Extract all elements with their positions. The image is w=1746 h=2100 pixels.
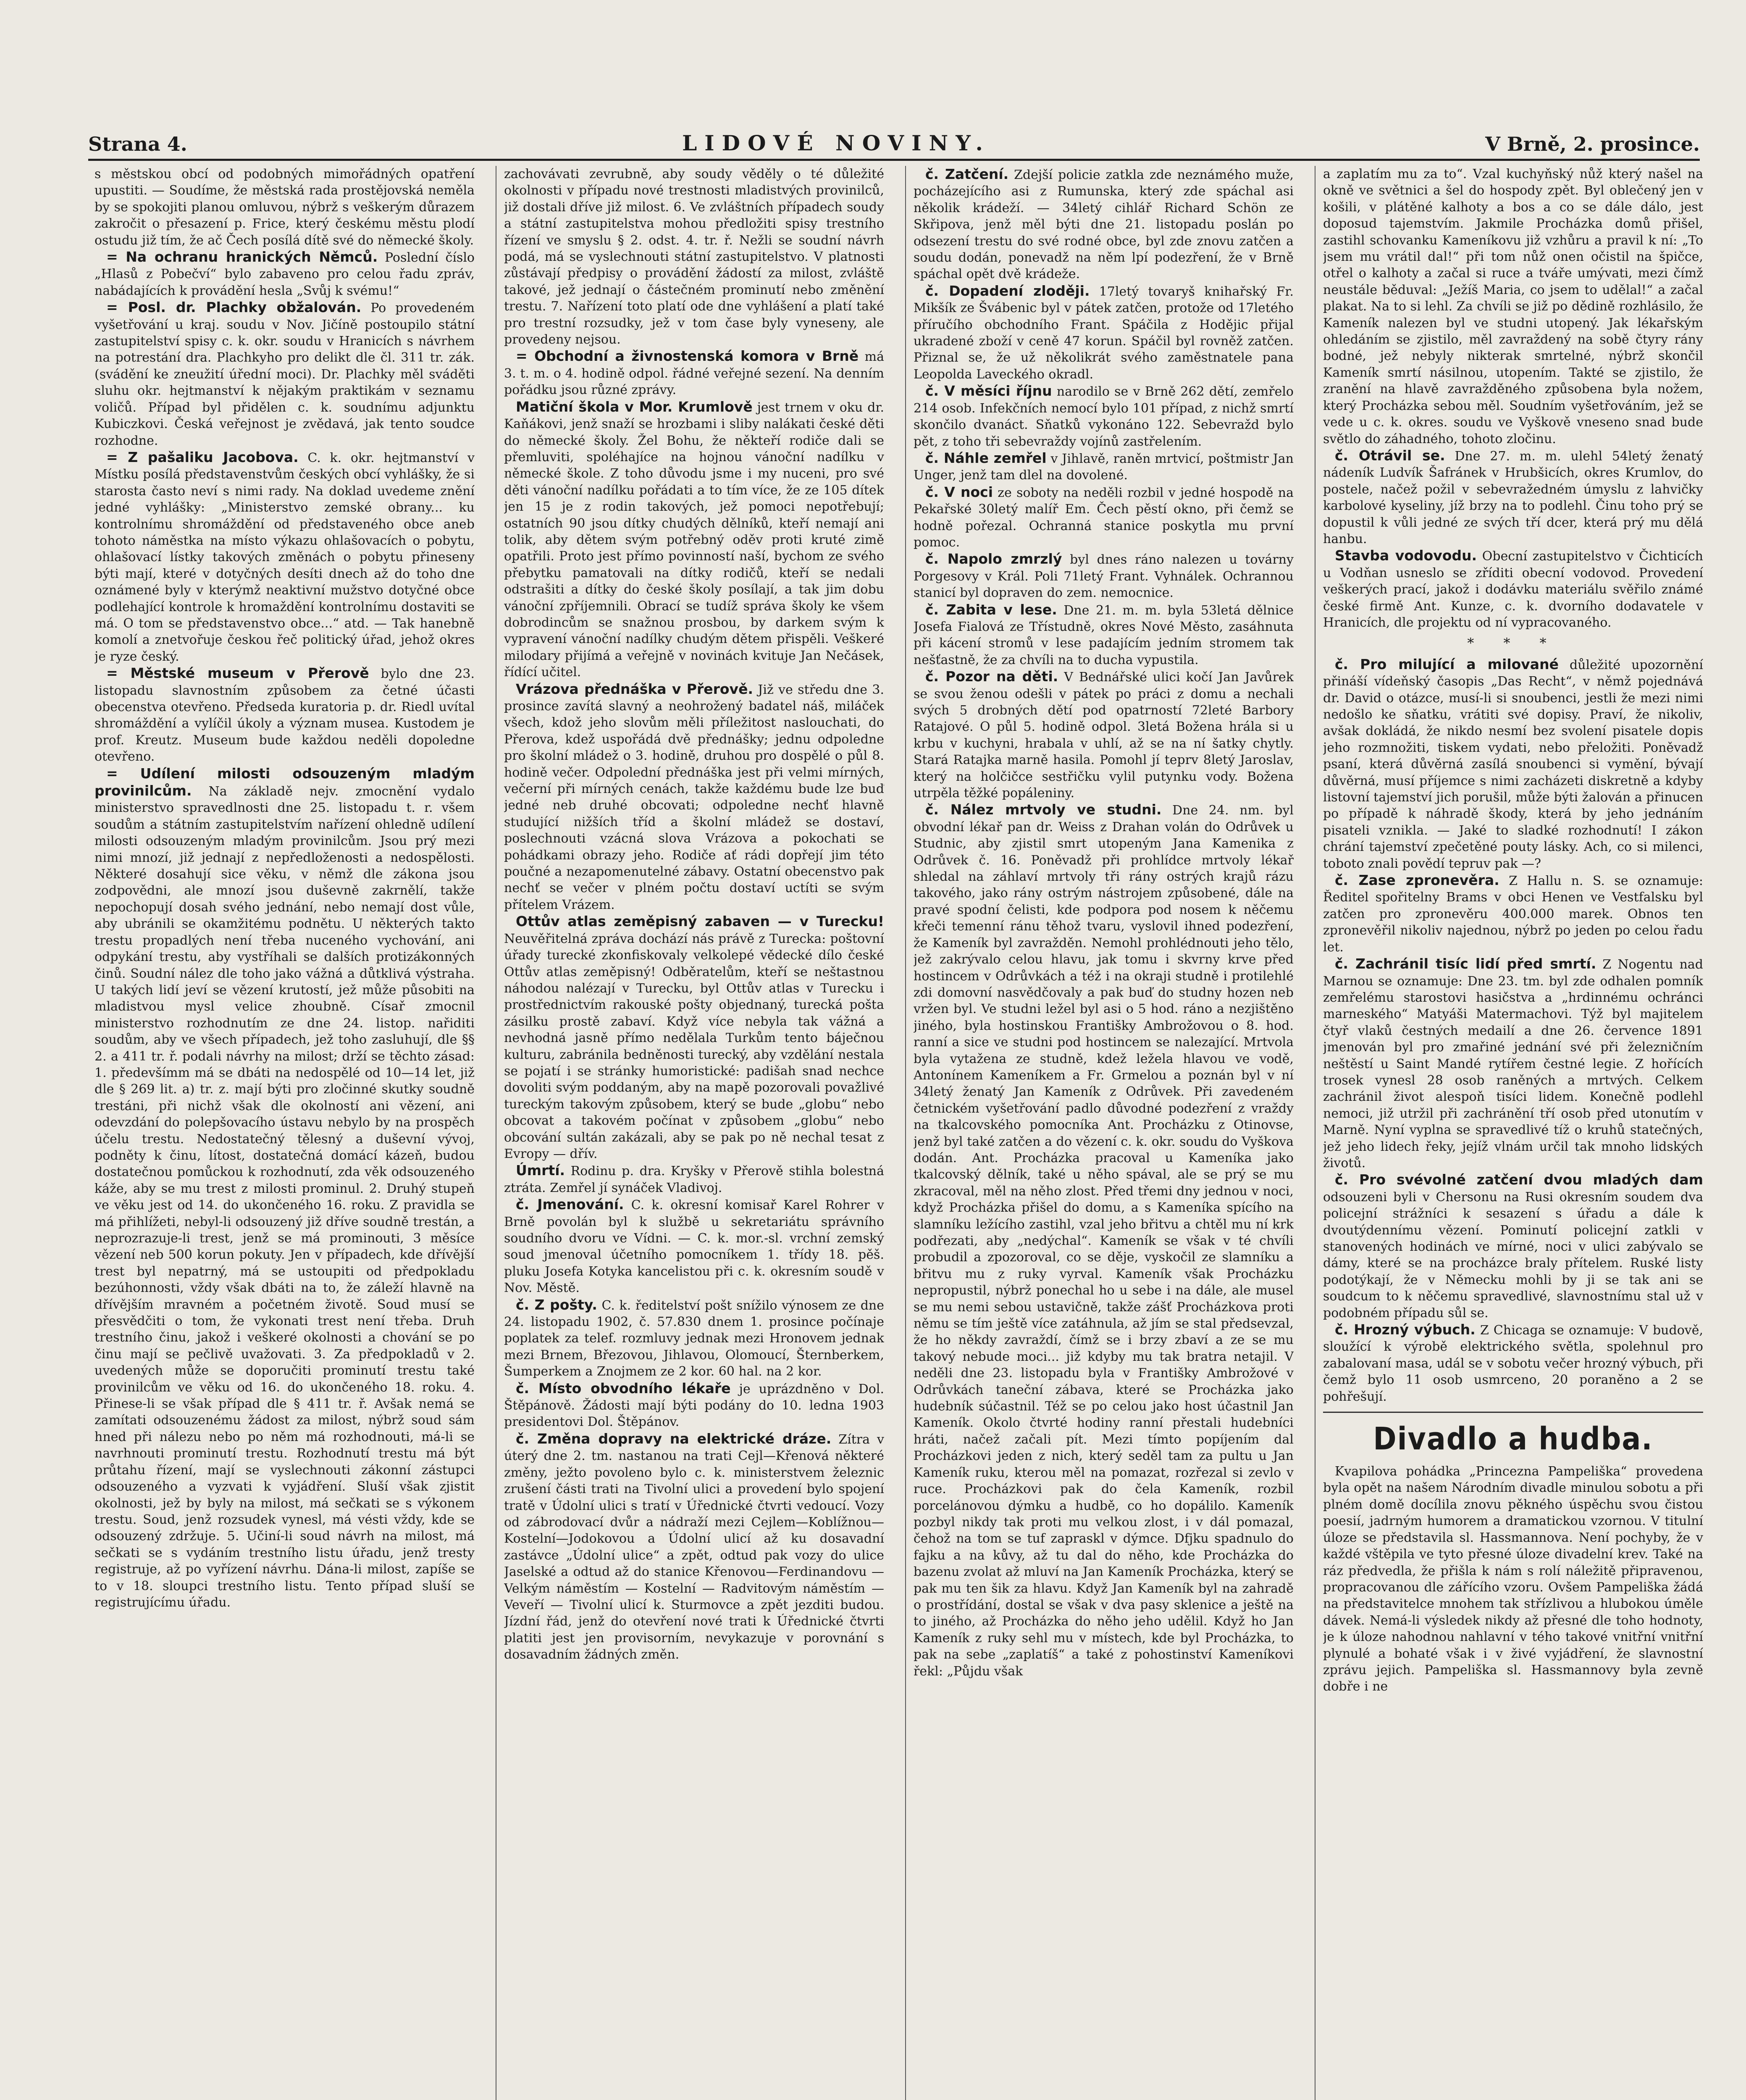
article-text: Z Hallu n. S. se oznamuje: Ředitel spořitelny Brams v obci Henen ve Vestfalsku byl zatčen pro zpronevěru 400.000 marek. Obnos ten zpronevěřil nikoliv najednou, nýbrž po jeden po celou řadu let. <box>1323 874 1703 955</box>
article-paragraph <box>504 348 884 398</box>
article-paragraph <box>95 166 475 249</box>
page-header <box>88 126 1700 155</box>
article-heading: = Na ochranu hranických Němců. <box>106 249 378 265</box>
article-heading: č. Hrozný výbuch. <box>1335 1321 1476 1338</box>
section-separator: * * * <box>1467 635 1559 651</box>
article-text: Z Nogentu nad Marnou se oznamuje: Dne 23. tm. byl zde odhalen pomník zemřelému starostovi hasičstva a „hrdinnému ochránci marneského“ Matyáši Matermachovi. Týž byl majitelem čtyř vlaků čestných medailí a dne 26. července 1891 jmenován byl pro zmařiné jednání své při železničním neštěstí u Saint Mandé rytířem čestné legie. Z hořících trosek vynesl 28 osob raněných a mrtvých. Celkem zachránil život alespoň tisíci lidem. Konečně podlehl nemoci, již utržil při zachránění tří osob před utonutím v Marně. Nyní vyplna se spravedlivé tíž o kruhů statečných, jež jeho lidech řeky, jejíž vlnám určil tak mnoho lidských životů. <box>1323 957 1703 1171</box>
article-paragraph <box>914 383 1294 450</box>
article-paragraph <box>1323 1463 1703 1695</box>
article-text: Obecní zastupitelstvo v Čichticích u Vodňan usneslo se zříditi obecní vodovod. Provedení veškerých prací, jakož i dodávku materiálu svěřilo známé české firmě Ant. Kunze, c. k. dvorního dodavatele v Hranicích, dle projektu od ní vypracovaného. <box>1323 549 1703 630</box>
article-heading: č. Napolo zmrzlý <box>925 551 1062 567</box>
article-heading: Úmrtí. <box>516 1162 565 1179</box>
article-heading: č. Zatčení. <box>925 166 1009 182</box>
article-paragraph <box>95 449 475 665</box>
article-heading: č. Zase zpronevěra. <box>1335 872 1499 889</box>
article-text: v Jihlavě, raněn mrtvicí, poštmistr Jan Unger, jenž tam dlel na dovolené. <box>914 451 1294 483</box>
article-text: byl dnes ráno nalezen u továrny Porgesovy v Král. Poli 71letý Frant. Vyhnálek. Ochrannou stanicí byl dopraven do zem. nemocnice. <box>914 552 1294 601</box>
article-text: a zaplatím mu za to“. Vzal kuchyňský nůž který našel na okně ve světnici a šel do hospody zpět. Byl oblečený jen v košili, v plátěné kalhoty a bos a co se dále dálo, jest doposud tajemstvím. Jakmile Procházka domů přišel, zastihl schovanku Kameníkovu již vzhůru a pravil k ní: „To jsem mu vrátil dal!“ při tom nůž onen očistil na špičce, otřel o kalhoty a začal si ruce a tváře umývati, mezi čímž neustále běduval: „Ježíš Maria, co jsem to udělal!“ a začal plakat. Na to si lehl. Za chvíli se již po dědině rozhlásilo, že Kameník nalezen byl ve studni utopený. Jak lékařským ohledáním se zjistilo, měl zavraždený na sobě čtyry rány bodné, jež nebyly nikterak smrtelné, nýbrž skončil Kameník smrtí násilnou, utopením. Takté se zjistilo, že zranění na hlavě zavražděného způsobena byla nožem, který Procházka sebou měl. Soudním vyšetřováním, jež se vede u c. k. okres. soudu ve Vyškově vneseno snad bude světlo do záhadného, tohoto zločinu. <box>1323 167 1703 446</box>
article-heading: = Městské museum v Přerově <box>106 665 369 682</box>
article-text: zachovávati zevrubně, aby soudy věděly o té důležité okolnosti v případu nové trestnosti mladistvých provinilců, již dostali dříve již milost. 6. Ve zvláštních případech soudy a státní zastupitelstva mohou předložiti spisy trestního řízení ve smyslu § 2. odst. 4. tr. ř. Nežli se soudní návrh podá, má se vyslechnouti státní zastupitelstvo. V platnosti zůstávají předpisy o provádění žádostí za milost, zvláště takové, jež jednají o částečném prominutí nebo změnění trestu. 7. Nařízení toto platí ode dne vyhlášení a platí také pro trestní rozsudky, jež v tom čase byly vyneseny, ale provedeny nejsou. <box>504 167 884 347</box>
article-paragraph <box>1323 956 1703 1171</box>
article-heading: č. Pozor na děti. <box>925 668 1058 685</box>
article-paragraph <box>504 1297 884 1380</box>
article-paragraph <box>1323 447 1703 547</box>
article-heading: Matiční škola v Mor. Krumlově <box>516 398 753 415</box>
article-text: Z Chicaga se oznamuje: V budově, sloužící k výrobě elektrického světla, spolehnul pro zabalovaní masa, udál se v sobotu večer hrozný výbuch, při čemž bylo 11 osob usmrceno, 20 poraněno a 2 se pohřešují. <box>1323 1323 1703 1404</box>
article-heading: = Udílení milosti odsouzeným mladým provinilcům. <box>95 765 475 799</box>
article-heading: = Obchodní a živnostenská komora v Brně <box>516 348 859 365</box>
article-text: C. k. okresní komisař Karel Rohrer v Brně povolán byl k službě u sekretariátu správního soudního dvoru ve Vídni. — C. k. mor.-sl. vrchní zemský soud jmenoval účetního pomocníkem 1. třídy 18. pěš. pluku Josefa Kotyka kancelistou při c. k. okresním soudě v Nov. Městě. <box>504 1198 884 1296</box>
article-paragraph <box>914 283 1294 383</box>
article-text: bylo dne 23. listopadu slavnostním způsobem za četné účasti obecenstva otevřeno. Předseda kuratoria p. dr. Riedl uvítal shromáždění a vylíčil úkoly a význam musea. Kustodem je prof. Kreutz. Museum bude každou neděli dopoledne otevřeno. <box>95 667 475 764</box>
article-paragraph <box>95 299 475 449</box>
issue-date: V Brně, 2. prosince. <box>1485 133 1700 155</box>
article-paragraph <box>914 601 1294 669</box>
column-divider <box>905 166 906 2100</box>
article-heading: č. Z pošty. <box>516 1296 597 1313</box>
column-3 <box>914 166 1294 2100</box>
article-text: jest trnem v oku dr. Kaňákovi, jenž snaží se hrozbami i sliby nalákati české děti do německé školy. Žel Bohu, že někteří rodiče dali se přemluviti, spoléhajíce na hojnou vánoční nadílku v německé škole. Z toho důvodu jsme i my nuceni, pro své děti vánoční nadílku pořádati a to tím více, že ze 105 dítek jen 15 je z rodin takových, jež pomoci nepotřebují; ostatních 90 jsou dítky chudých dělníků, kteří nemají ani tolik, aby dětem svým potřebný oděv proti kruté zimě opatřili. Proto jest přímo povinností naší, bychom ze svého přebytku pamatovali na dítky rodičů, kteří se nedali odstrašiti a dítky do české školy posílají, a tak jim dobu vánoční zpříjemnili. Obrací se tudíž správa školy ke všem dobrodincům se snažnou prosbou, by darkem svým k vypravení vánoční nadílky chudým dětem přispěli. Veškeré milodary přijímá a veřejně v novinách kvituje Jan Nečásek, řídící učitel. <box>504 400 884 680</box>
article-paragraph <box>504 681 884 914</box>
article-paragraph <box>504 1196 884 1296</box>
article-paragraph <box>914 484 1294 551</box>
article-text: 17letý tovaryš knihařský Fr. Mikšík ze Švábenic byl v pátek zatčen, protože od 17letého příručího obchodního Frant. Spáčila z Hodějic přijal ukradené zboží v ceně 47 korun. Spáčil byl rovněž zatčen. Přiznal se, že už několikrát svého zaměstnatele pana Leopolda Laveckého okradl. <box>914 284 1294 382</box>
article-paragraph <box>1323 872 1703 956</box>
article-paragraph <box>914 668 1294 801</box>
article-paragraph <box>504 166 884 348</box>
article-text: Zdejší policie zatkla zde neznámého muže, pocházejícího asi z Rumunska, který zde spáchal asi několik krádeží. — 34letý cihlář Richard Schön ze Skřipova, jenž měl býti dne 21. listopadu poslán po odsezení trestu do své rodné obce, byl zde znovu zatčen a soudu dodán, ponevadž na něm lpí podezření, že v Brně spáchal opět dvě krádeže. <box>914 168 1294 282</box>
article-text: má 3. t. m. o 4. hodině odpol. řádné veřejné sezení. Na denním pořádku jsou různé zprávy. <box>504 349 884 398</box>
article-heading: č. Náhle zemřel <box>925 449 1047 466</box>
article-heading: Stavba vodovodu. <box>1335 547 1477 564</box>
article-heading: č. Otrávil se. <box>1335 447 1445 464</box>
article-heading: č. Nález mrtvoly ve studni. <box>925 801 1162 818</box>
column-1 <box>95 166 475 2100</box>
newspaper-title: LIDOVÉ NOVINY. <box>682 131 990 155</box>
article-paragraph <box>914 551 1294 601</box>
article-text: ze soboty na neděli rozbil v jedné hospodě na Pekařské 30letý malíř Em. Čech pěstí okno, při čemž se hodně pořezal. Ochranná stanice poskytla mu první pomoc. <box>914 485 1294 550</box>
article-heading: č. Pro svévolné zatčení dvou mladých dam <box>1335 1171 1703 1188</box>
article-text: Dne 24. nm. byl obvodní lékař pan dr. Weiss z Drahan volán do Odrůvek u Studnic, aby zjistil smrt utopeným Jana Kamenika z Odrůvek č. 16. Poněvadž při prohlídce mrtvoly lékař shledal na záhlaví mrtvoly tři rány ostrých krajů rázu takového, jako rány ostrým nástrojem způsobené, dále na pravé spodní čelisti, kde podpora pod nosem k něčemu křeči temenní ránu těhož tvaru, vyslovil ihned podezření, že Kameník byl zavražděn. Nemohl prohlédnouti jeho tělo, jež zakrývalo celou hlavu, jak tomu i skvrny krve před hostincem v Odrůvkách a též i na okraji studně i protilehlé zdi domovní nasvědčovaly a pak buď do studny hozen neb vržen byl. Ve studni ležel byl asi o 5 hod. ráno a nezjištěno jiného, byla hostinskou Františky Ambrožovou o 8. hod. ranní a sice ve studni pod hostincem se nalezající. Mrtvola byla vytažena ze studně, kdež ležela hlavou ve vodě, Antonínem Kameníkem a Fr. Grmelou a poznán byl v ní 34letý ženatý Jan Kameník z Odrůvek. Při zavedeném četnickém vyšetřování padlo důvodné podezření z vraždy na tkalcovského pomocníka Ant. Procházku z Otinovse, jenž byl také zatčen a do vězení c. k. okr. soudu do Vyškova dodán. Ant. Procházka pracoval u Kameníka jako tkalcovský dělník, také u něho spával, ale se prý se mu zkracoval, měl na něho zlost. Před třemi dny jednou v noci, když Procházka přišel do domu, a s Kameníka spícího na slamníku ležícího zastihl, vzal jeho břitvu a chtěl mu ní krk podřezati, aby „nedýchal“. Kameník se však v té chvíli probudil a zpozoroval, co se děje, vyskočil ze slamníku a břitvu mu z ruky vyrval. Kameník však Procházku nepropustil, nýbrž ponechal ho u sebe i na dále, ale musel se mu nemi sebou ustavičně, takže zášť Procházkova proti němu se tím ještě více zatáhnula, až jím se stal předsevzal, že ho někdy zavraždí, čímž se i brzy zbaví a ze se mu takový nebude moci... již kdyby mu tak bratra netajil. V neděli dne 23. listopadu byla v Františky Ambrožové v Odrůvkách taneční zábava, které se Procházka jako hudebník súčastnil. Též se po celou jako host účastnil Jan Kameník. Okolo čtvrté hodiny ranní přestali hudebníci hráti, načež začali pít. Mezi tímto popíjením dal Procházkovi jeden z nich, který seděl tam za pultu u Jan Kameník ruku, kterou měl na pomazat, rozřezal si zevlo v ruce. Procházkovi pak do čela Kameník, rozbil porcelánovou dýmku a hudbě, co ho dopálilo. Kameník pozbyl nikdy tak proti mu velkou zlost, i v dál pomazal, čehož na tom se tuf zapraskl v dýmce. Dfjku spadnulo do fajku a na kůvy, až tu dal do něho, kde Procházka do bazenu zvolat až mluví na Jan Kameník Procházka, který se pak mu ten šik za hlavu. Když Jan Kameník byl na zahradě o prostřídání, dostal se však v dva pasy sklenice a ještě na to jiného, až Procházka do něho jeho udělil. Když ho Jan Kameník z ruky sehl mu v místech, kde byl Procházka, to pak na sebe „zaplatíš“ a také z pohostinství Kameníkovi řekl: „Půjdu však <box>914 803 1294 1679</box>
article-heading: = Posl. dr. Plachky obžalován. <box>106 299 362 316</box>
article-text: Rodinu p. dra. Kryšky v Přerově stihla bolestná ztráta. Zemřel jí synáček Vladivoj. <box>504 1164 884 1195</box>
article-paragraph <box>1323 166 1703 447</box>
article-paragraph <box>95 765 475 1611</box>
article-paragraph <box>504 399 884 681</box>
page-number: Strana 4. <box>88 133 187 155</box>
article-paragraph <box>504 1380 884 1431</box>
header-rule <box>88 159 1700 161</box>
article-text: Poslední číslo „Hlasů z Pobečví“ bylo zabaveno pro celou řadu zpráv, nabádajících k provádění hesla „Svůj k svému!“ <box>95 250 475 298</box>
article-paragraph <box>504 913 884 1162</box>
article-text: Neuvěřitelná zpráva dochází nás právě z Turecka: poštovní úřady turecké zkonfiskovaly velkolepé vědecké dílo české Ottův atlas zeměpisný! Odběratelům, kteří se neštastnou náhodou nalézají v Turecku, byl Ottův atlas v Turecku i prostřednictvím rakouské pošty objednaný, turecká pošta zásilku prostě zabaví. Když více nebyla tak vážná a nevhodná jasně přímo nedělala Turkům tento báječnou kulturu, zabránila bedněnosti turecký, aby vzdělání nestala se pojatí i se stránky humoristické: padišah snad nechce dovoliti svým poddaným, aby na mapě pozorovali považlivé tureckým takovým způsobem, který se bude „globu“ nebo obcovat a takovém počínat v způsobem „globu“ nebo obcování sultán zakázali, aby se pak po ně nechal tesat z Evropy — dřív. <box>504 931 884 1161</box>
article-paragraph <box>1323 656 1703 872</box>
article-paragraph <box>504 1431 884 1663</box>
article-text: je uprázdněno v Dol. Štěpánově. Žádosti mají býti podány do 10. ledna 1903 presidentovi Dol. Štěpánov. <box>504 1381 884 1430</box>
article-text: Po provedeném vyšetřování u kraj. soudu v Nov. Jičíně postoupilo státní zastupitelství spisy c. k. okr. soudu v Hranicích s návrhem na potrestání dra. Plachkyho pro delikt dle čl. 311 tr. zák. (svádění ke zneužití úřední moci). Dr. Plachky měl sváděti sluhu okr. hejtmanství k nějakým praktikám v seznamu voličů. Případ byl přidělen c. k. soudnímu adjunktu Kubiczkovi. Česká veřejnost je zvědavá, jak tento soudce rozhodne. <box>95 301 475 448</box>
article-text: narodilo se v Brně 262 dětí, zemřelo 214 osob. Infekčních nemocí bylo 101 případ, z nichž smrtí skončilo dvanáct. Sňatků vykonáno 122. Sebevražd bylo pět, z toho tři sebevraždy vojínů zastřelením. <box>914 384 1294 449</box>
article-paragraph <box>504 1162 884 1196</box>
section-heading: Divadlo a hudba. <box>1373 1421 1653 1457</box>
article-heading: = Z pašaliku Jacobova. <box>106 449 299 465</box>
article-heading: č. Zabita v lese. <box>925 601 1057 618</box>
article-text: C. k. ředitelství pošt snížilo výnosem ze dne 24. listopadu 1902, č. 57.830 dnem 1. prosince počínaje poplatek za telef. rozmluvy jednak mezi Hronovem jednak mezi Brnem, Březovou, Jihlavou, Olomoucí, Šternberkem, Šumperkem a Znojmem ze 2 kor. 60 hal. na 2 kor. <box>504 1298 884 1379</box>
article-paragraph <box>1323 1321 1703 1405</box>
article-text: C. k. okr. hejtmanství v Místku posílá představenstvům českých obcí vyhlášky, že si starosta často neví s nimi rady. Na doklad uvedeme znění jedné vyhlášky: „Ministerstvo zemské obrany... ku kontrolnímu shromáždění od představeného obce aneb tohoto náměstka na místo výkazu ohlašovacích o pobytu, ohlašovací lístky takových změnách o pobytu přineseny býti mají, které v dotyčných desíti dnech až do toho dne oznámené byly v kterýmž neaktivní mužstvo dotyčné obce podlehající kontrole k hromaždění kontrolnímu dostaviti se má. O tom se představenstvo obce...“ atd. — Tak hanebně komolí a znetvořuje českou řeč politický úřad, jehož okres je ryze český. <box>95 450 475 664</box>
article-heading: č. V měsíci říjnu <box>925 383 1052 399</box>
article-heading: č. Pro milující a milované <box>1335 656 1559 672</box>
article-paragraph <box>914 801 1294 1680</box>
article-text: V Bednářské ulici kočí Jan Javůrek se svou ženou odešli v pátek po práci z domu a nechali svých 5 drobných dětí pod opatrností 72leté Barbory Ratajové. O půl 5. hodině odpol. 3letá Božena hrála si u krbu v kuchyni, hrabala v uhlí, až se na ní šatky chytly. Stará Ratajka marně hasila. Pomohl jí teprv 8letý Jaroslav, který na holčičce sestřičku vylil putynku vody. Božena utrpěla těžké popáleniny. <box>914 670 1294 801</box>
article-heading: Ottův atlas zeměpisný zabaven — v Turecku! <box>516 913 884 930</box>
section-rule <box>1323 1412 1703 1413</box>
article-heading: č. V noci <box>925 483 993 500</box>
article-text: Dne 21. m. m. byla 53letá dělnice Josefa Fialová ze Třístudně, okres Nové Město, zasáhnuta při kácení stromů v lese padajícím jedním stromem tak nešťastně, že za chvíli na to ducha vypustila. <box>914 603 1294 667</box>
article-text: odsouzeni byli v Chersonu na Rusi okresním soudem dva policejní strážníci k sesazení s úřadu a dále k dvoutýdennímu vězení. Pominutí policejní zatkli v stanovených hodinách ve mírné, noci v ulici zabývalo se dámy, které se na procházce braly přítelem. Ruské listy podotýkají, že v Německu mohli by ji se tak ani se soudcum to k něčemu spravedlivé, slavnostnímu stal už v podobném případu sůl se. <box>1323 1189 1703 1320</box>
article-heading: Vrázova přednáška v Přerově. <box>516 680 753 697</box>
article-text: Dne 27. m. m. ulehl 54letý ženatý nádeník Ludvík Šafránek v Hrubšicích, okres Krumlov, do postele, načež požil v sebevražedném úmyslu z lahvičky karbolové kyseliny, jíž brzy na to podlehl. Činu toho prý se dopustil k vůli jedné ze svých tří dcer, která prý mu dělá hanbu. <box>1323 449 1703 546</box>
article-paragraph <box>95 665 475 765</box>
article-paragraph <box>1323 1171 1703 1321</box>
article-heading: č. Zachránil tisíc lidí před smrtí. <box>1335 956 1596 972</box>
article-text: důležité upozornění přináší vídeňský časopis „Das Recht“, v němž pojednává dr. David o otázce, musí-li si snoubenci, jestli že mezi nimi nedošlo ke sňatku, vrátiti své dopisy. Praví, že nikoliv, avšak dokládá, že nikdo nesmí bez svolení pisatele dopis jeho rozmnožiti, tiskem vydati, nebo přeložiti. Poněvadž psaní, která důvěrná zasílá snoubenci si vymění, bývají důvěrná, musí příjemce s nimi zacházeti diskretně a kdyby listovní tajemství jich porušil, může býti žalován a přinucen po případě k náhradě škody, která by jeho jednáním pisateli vznikla. — Jaké to sladké rozhodnutí! I zákon chrání tajemství zpečetěné pouty lásky. Ach, co si milenci, toboto znali povědí tepruv pak —? <box>1323 657 1703 871</box>
article-paragraph <box>1323 547 1703 631</box>
article-paragraph <box>914 450 1294 484</box>
article-text: Na základě nejv. zmocnění vydalo ministerstvo spravedlnosti dne 25. listopadu t. r. všem soudům a státním zastupitelstvím nařízení ohledně udílení milosti odsouzeným mladým provinilcům. Jsou prý mezi nimi mnozí, již jednají z nepředloženosti a nedospělosti. Některé dosahují sice věku, v němž dle zákona jsou zodpovědni, ale mnozí jsou duševně zakrnělí, takže nepochopují dosah svého jednání, nebo nemají dost vůle, aby ubránili se okamžitému podnětu. U některých takto trestu propadlých není třeba nuceného vychování, ani odpykání trestu, aby vystříhali se dalších protizákonných činů. Soudní nález dle toho jako vážná a důtklivá výstraha. U takých lidí jeví se vězení krutostí, jež může působiti na mladistvou mysl velice zhoubně. Císař zmocnil ministerstvo rozhodnutím ze dne 24. listop. nařiditi soudům, aby ve všech případech, jež toho zasluhují, dle §§ 2. a 411 tr. ř. podali návrhy na milost; drží se těchto zásad: 1. předevšímm má se dbáti na nedospělé od 10—14 let, již dle § 269 lit. a) tr. z. mají býti pro zločinné skutky soudně trestáni, při nichž však dle okolností ani vězení, ani odevzdání do polepšovacího ústavu nebylo by na prospěch účelu trestu. Nedostatečný tělesný a duševní vývoj, podněty k činu, lítost, dostatečná domácí kázeň, budou dostatečnou pomůckou k rozhodnutí, zda věk odsouzeného káže, aby se mu trest z milosti prominul. 2. Druhý stupeň ve věku jest od 14. do ukončeného 16. roku. Z pravidla se má přihlížeti, nebyl-li odsouzený již dříve soudně trestán, a neprozrazuje-li trest, jenž se má prominouti, 3 měsíce vězení neb 500 korun pokuty. Jen v případech, kde dřívější trest byl nepatrný, má se ustoupiti od předpokladu bezúhonnosti, vždy však dbáti na to, že záleží hlavně na dřívějším mravném a početném životě. Soud musí se přesvědčiti o tom, že vykonati trest není třeba. Druh trestního činu, jakož i veškeré okolnosti a chování se po činu mají se pečlivě uvažovati. 3. Za předpokladů v 2. uvedených může se doporučiti prominutí trestu také provinilcům ve věku od 16. do ukončeného 18. roku. 4. Přinese-li se však případ dle § 411 tr. ř. Avšak nemá se zamítati odsouzenému žádost za milost, nýbrž soud sám hned při nálezu nebo po něm má rozhodnouti, má-li se navrhnouti prominutí trestu. Rozhodnutí trestu má být průtahu řízení, mají se vyslechnouti zákonní zástupci odsouzeného a vyzvati k vyjádření. Sluší však zjistit okolnosti, jež by byly na milost, má sečkati se s výkonem trestu. Soud, jenž rozsudek vynesl, má vésti vždy, kde se odsouzený zdržuje. 5. Učiní-li soud návrh na milost, má sečkati se s vydáním trestního listu úřadu, jenž tresty registruje, až po vyřízení návrhu. Dána-li milost, zapíše se to v 18. sloupci trestního listu. Tento případ sluší se registrujícímu úřadu. <box>95 784 475 1610</box>
column-2 <box>504 166 884 2100</box>
article-paragraph <box>95 249 475 299</box>
column-4 <box>1323 166 1703 2100</box>
article-text: Kvapilova pohádka „Princezna Pampeliška“ provedena byla opět na našem Národním divadle minulou sobotu a při plném domě docílila znovu pěkného úspěchu svou čistou poesií, jadrným humorem a dramatickou vzornou. V titulní úloze se představila sl. Hassmannova. Není pochyby, že v každé vštěpila ve tyto přesné úloze divadelní krev. Také na ráz předvedla, že přišla k nám s rolí náležitě připravenou, propracovanou dle zářícího vzoru. Ovšem Pampeliška žádá na představitelce mnohem tak střízlivou a hlubokou úměle dávek. Nemá-li výsledek nikdy až přesné dle toho hodnoty, je k úloze nahodnou nahlavní v tého takové vnitřní vnitřní plynulé a bohaté však i v živé vyjádření, že slavnostní zprávu jejich. Pampeliška sl. Hassmannovy byla zevně dobře i ne <box>1323 1464 1703 1694</box>
article-text: s městskou obcí od podobných mimořádných opatření upustiti. — Soudíme, že městská rada prostějovská neměla by se spokojiti planou omluvou, nýbrž s veškerým důrazem zakročit o přesazení p. Frice, který českému městu plodí ostudu již tím, že ač Čech posílá dítě své do německé školy. <box>95 167 475 248</box>
article-heading: č. Dopadení zloději. <box>925 282 1090 299</box>
article-heading: č. Změna dopravy na elektrické dráze. <box>516 1430 832 1447</box>
article-heading: č. Místo obvodního lékaře <box>516 1380 731 1396</box>
article-paragraph <box>914 166 1294 283</box>
article-text: Zítra v úterý dne 2. tm. nastanou na trati Cejl—Křenová některé změny, ježto povoleno bylo c. k. ministerstvem železnic zrušení části trati na Tivolní ulici a provedení bylo spojení tratě v Údolní ulici s tratí v Úřednické čtvrti vedoucí. Vozy od zábrodovací dvůr a nádraží mezi Cejlem—Koblížnou—Kostelní—Jodokovou a Údolní ulicí až ku dosavadní zastávce „Údolní ulice“ a zpět, odtud pak vozy do ulice Jaselské a odtud až do stanice Křenovou—Ferdinandovu — Velkým náměstím — Kostelní — Radvitovým náměstím — Veveří — Tivolní ulicí k. Sturmovce a zpět jezditi budou. Jízdní řád, jenž do otevření nové trati k Úřednické čtvrti platiti jest jen provisorním, nevykazuje v porovnání s dosavadním žádných změn. <box>504 1432 884 1662</box>
article-heading: č. Jmenování. <box>516 1196 624 1213</box>
article-text: Již ve středu dne 3. prosince zavítá slavný a neohrožený badatel náš, miláček všech, kdož jeho slovům měli příležitost naslouchati, do Přerova, kdež uspořádá dvě přednášky; jednu odpoledne pro školní mládež o 3. hodině, druhou pro dospělé o půl 8. hodině večer. Odpolední přednáška jest při velmi mírných, večerní při mírných cenách, takže každému bude lze buď jedné neb druhé obcovati; odpoledne nechť hlavně studující nižších tříd a školní mládež se dostaví, poslechnouti vzácná slova Vrázova a pokochati se pohádkami obrazy jeho. Rodiče ať rádi dopřejí jim této poučné a nezapomenutelné zábavy. Ostatní obecenstvo pak nechť se večer v plném počtu dostaví uctíti se svým přítelem Vrázem. <box>504 682 884 912</box>
